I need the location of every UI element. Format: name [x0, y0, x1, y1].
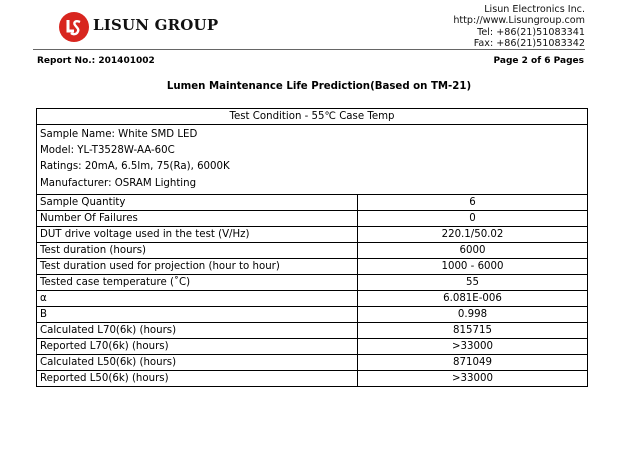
row-value: >33000 — [358, 338, 588, 354]
fax-number: Fax: +86(21)51083342 — [473, 37, 585, 49]
row-label: B — [37, 306, 358, 322]
sample-manufacturer: Manufacturer: OSRAM Lighting — [40, 177, 197, 189]
contact-block — [453, 4, 585, 49]
row-label: Sample Quantity — [37, 194, 358, 210]
results-table — [36, 108, 588, 387]
table-row — [37, 290, 588, 306]
table-row — [37, 210, 588, 226]
document-title: Lumen Maintenance Life Prediction(Based on TM-21) — [166, 81, 472, 92]
row-value: 6 — [358, 194, 588, 210]
page-indicator: Page 2 of 6 Pages — [493, 56, 584, 66]
row-label: Test duration used for projection (hour to hour) — [37, 258, 358, 274]
sample-model: Model: YL-T3528W-AA-60C — [40, 145, 175, 157]
table-row — [37, 258, 588, 274]
row-value: 6.081E-006 — [358, 290, 588, 306]
company-name: Lisun Electronics Inc. — [484, 4, 585, 15]
table-row — [37, 306, 588, 322]
table-row — [37, 354, 588, 370]
row-value: 55 — [358, 274, 588, 290]
table-row — [37, 194, 588, 210]
report-number: Report No.: 201401002 — [37, 56, 155, 66]
sample-info — [37, 125, 588, 195]
row-value: >33000 — [358, 370, 588, 386]
phone-number: Tel: +86(21)51083341 — [477, 26, 585, 38]
table-row — [37, 274, 588, 290]
row-value: 0 — [358, 210, 588, 226]
website-link[interactable]: http://www.Lisungroup.com — [453, 15, 585, 27]
row-value: 220.1/50.02 — [358, 226, 588, 242]
row-label: Reported L50(6k) (hours) — [37, 370, 358, 386]
row-value: 815715 — [358, 322, 588, 338]
sample-ratings: Ratings: 20mA, 6.5lm, 75(Ra), 6000K — [40, 161, 230, 173]
row-label: Reported L70(6k) (hours) — [37, 338, 358, 354]
row-label: Number Of Failures — [37, 210, 358, 226]
header-divider — [33, 49, 585, 50]
row-label: α — [37, 290, 358, 306]
row-label: Test duration (hours) — [37, 242, 358, 258]
table-row — [37, 370, 588, 386]
sample-name: Sample Name: White SMD LED — [40, 129, 198, 140]
table-row — [37, 322, 588, 338]
sample-info-row — [37, 125, 588, 195]
row-value: 0.998 — [358, 306, 588, 322]
row-label: Calculated L50(6k) (hours) — [37, 354, 358, 370]
table-row — [37, 226, 588, 242]
table-row — [37, 242, 588, 258]
condition-row — [37, 109, 588, 125]
table-row — [37, 338, 588, 354]
row-label: DUT drive voltage used in the test (V/Hz) — [37, 226, 358, 242]
row-value: 1000 - 6000 — [358, 258, 588, 274]
row-value: 871049 — [358, 354, 588, 370]
row-label: Tested case temperature (˚C) — [37, 274, 358, 290]
row-label: Calculated L70(6k) (hours) — [37, 322, 358, 338]
test-condition: Test Condition - 55℃ Case Temp — [37, 109, 588, 125]
row-value: 6000 — [358, 242, 588, 258]
brand-name: LISUN GROUP — [93, 16, 219, 34]
lisun-logo-icon — [59, 12, 89, 42]
